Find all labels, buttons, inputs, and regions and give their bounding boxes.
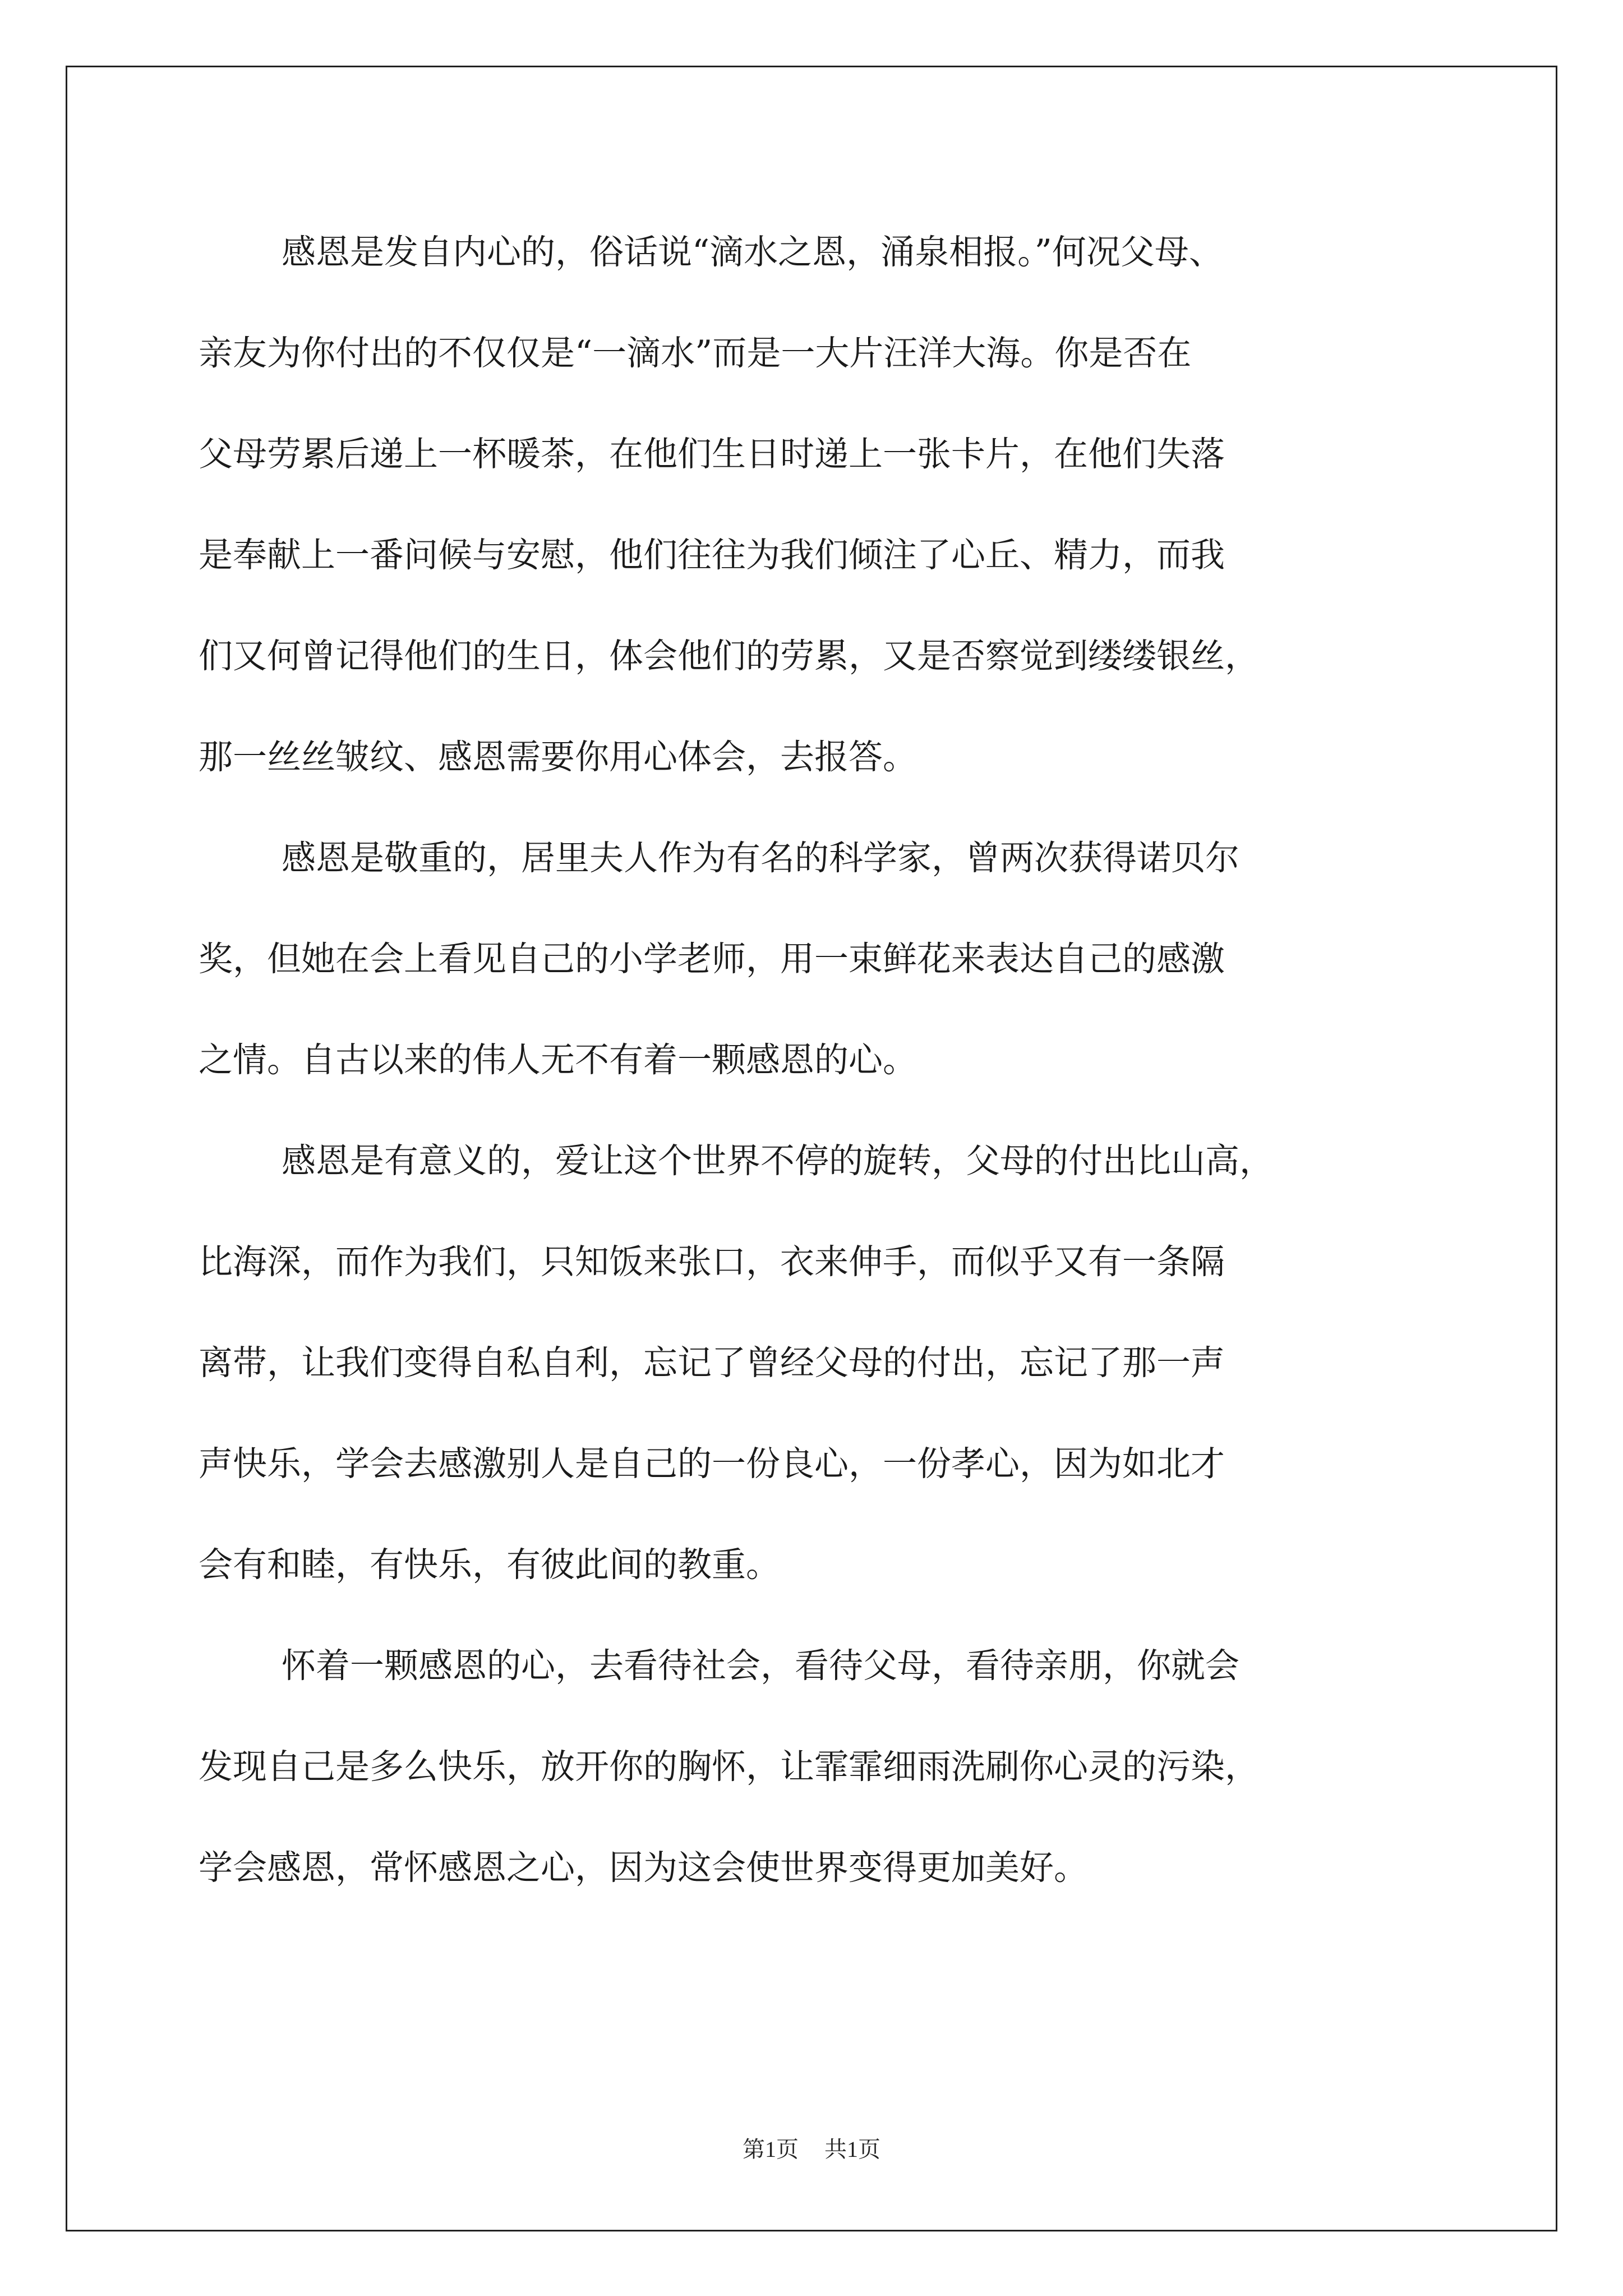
page-number: 第1页 — [743, 2137, 799, 2162]
text-line: 声快乐，学会去感激别人是自己的一份良心，一份孝心，因为如北才 — [199, 1444, 1225, 1484]
text-line: 发现自己是多么快乐，放开你的胸怀，让霏霏细雨洗刷你心灵的污染， — [199, 1747, 1260, 1787]
text-line: 感恩是发自内心的，俗话说“滴水之恩，涌泉相报。”何况父母、 — [282, 232, 1223, 272]
text-line: 们又何曾记得他们的生日，体会他们的劳累，又是否察觉到缕缕银丝， — [199, 636, 1260, 676]
text-line: 是奉献上一番问候与安慰，他们往往为我们倾注了心丘、精力，而我 — [199, 535, 1225, 575]
text-line: 感恩是敬重的，居里夫人作为有名的科学家，曾两次获得诺贝尔 — [282, 838, 1240, 878]
document-body — [199, 202, 1432, 1918]
text-line: 亲友为你付出的不仅仅是“一滴水”而是一大片汪洋大海。你是否在 — [199, 333, 1192, 373]
text-line: 奖，但她在会上看见自己的小学老师，用一束鲜花来表达自己的感激 — [199, 939, 1225, 979]
page-count: 共1页 — [824, 2137, 880, 2162]
text-line: 会有和睦，有快乐，有彼此间的教重。 — [199, 1545, 781, 1585]
page-footer — [0, 2132, 1623, 2164]
text-line: 学会感恩，常怀感恩之心，因为这会使世界变得更加美好。 — [199, 1848, 1089, 1888]
text-line: 父母劳累后递上一杯暖茶，在他们生日时递上一张卡片，在他们失落 — [199, 434, 1225, 474]
text-line: 感恩是有意义的，爱让这个世界不停的旋转，父母的付出比山高， — [282, 1141, 1274, 1181]
paragraph-4 — [199, 1616, 1432, 1918]
text-line: 那一丝丝皱纹、感恩需要你用心体会，去报答。 — [199, 737, 917, 777]
text-line: 怀着一颗感恩的心，去看待社会，看待父母，看待亲朋，你就会 — [282, 1646, 1240, 1686]
text-line: 比海深，而作为我们，只知饭来张口，衣来伸手，而似乎又有一条隔 — [199, 1242, 1225, 1282]
text-line: 之情。自古以来的伟人无不有着一颗感恩的心。 — [199, 1040, 917, 1080]
paragraph-3 — [199, 1111, 1432, 1616]
text-line: 离带，让我们变得自私自利，忘记了曾经父母的付出，忘记了那一声 — [199, 1343, 1225, 1383]
paragraph-1 — [199, 202, 1432, 808]
paragraph-2 — [199, 808, 1432, 1111]
